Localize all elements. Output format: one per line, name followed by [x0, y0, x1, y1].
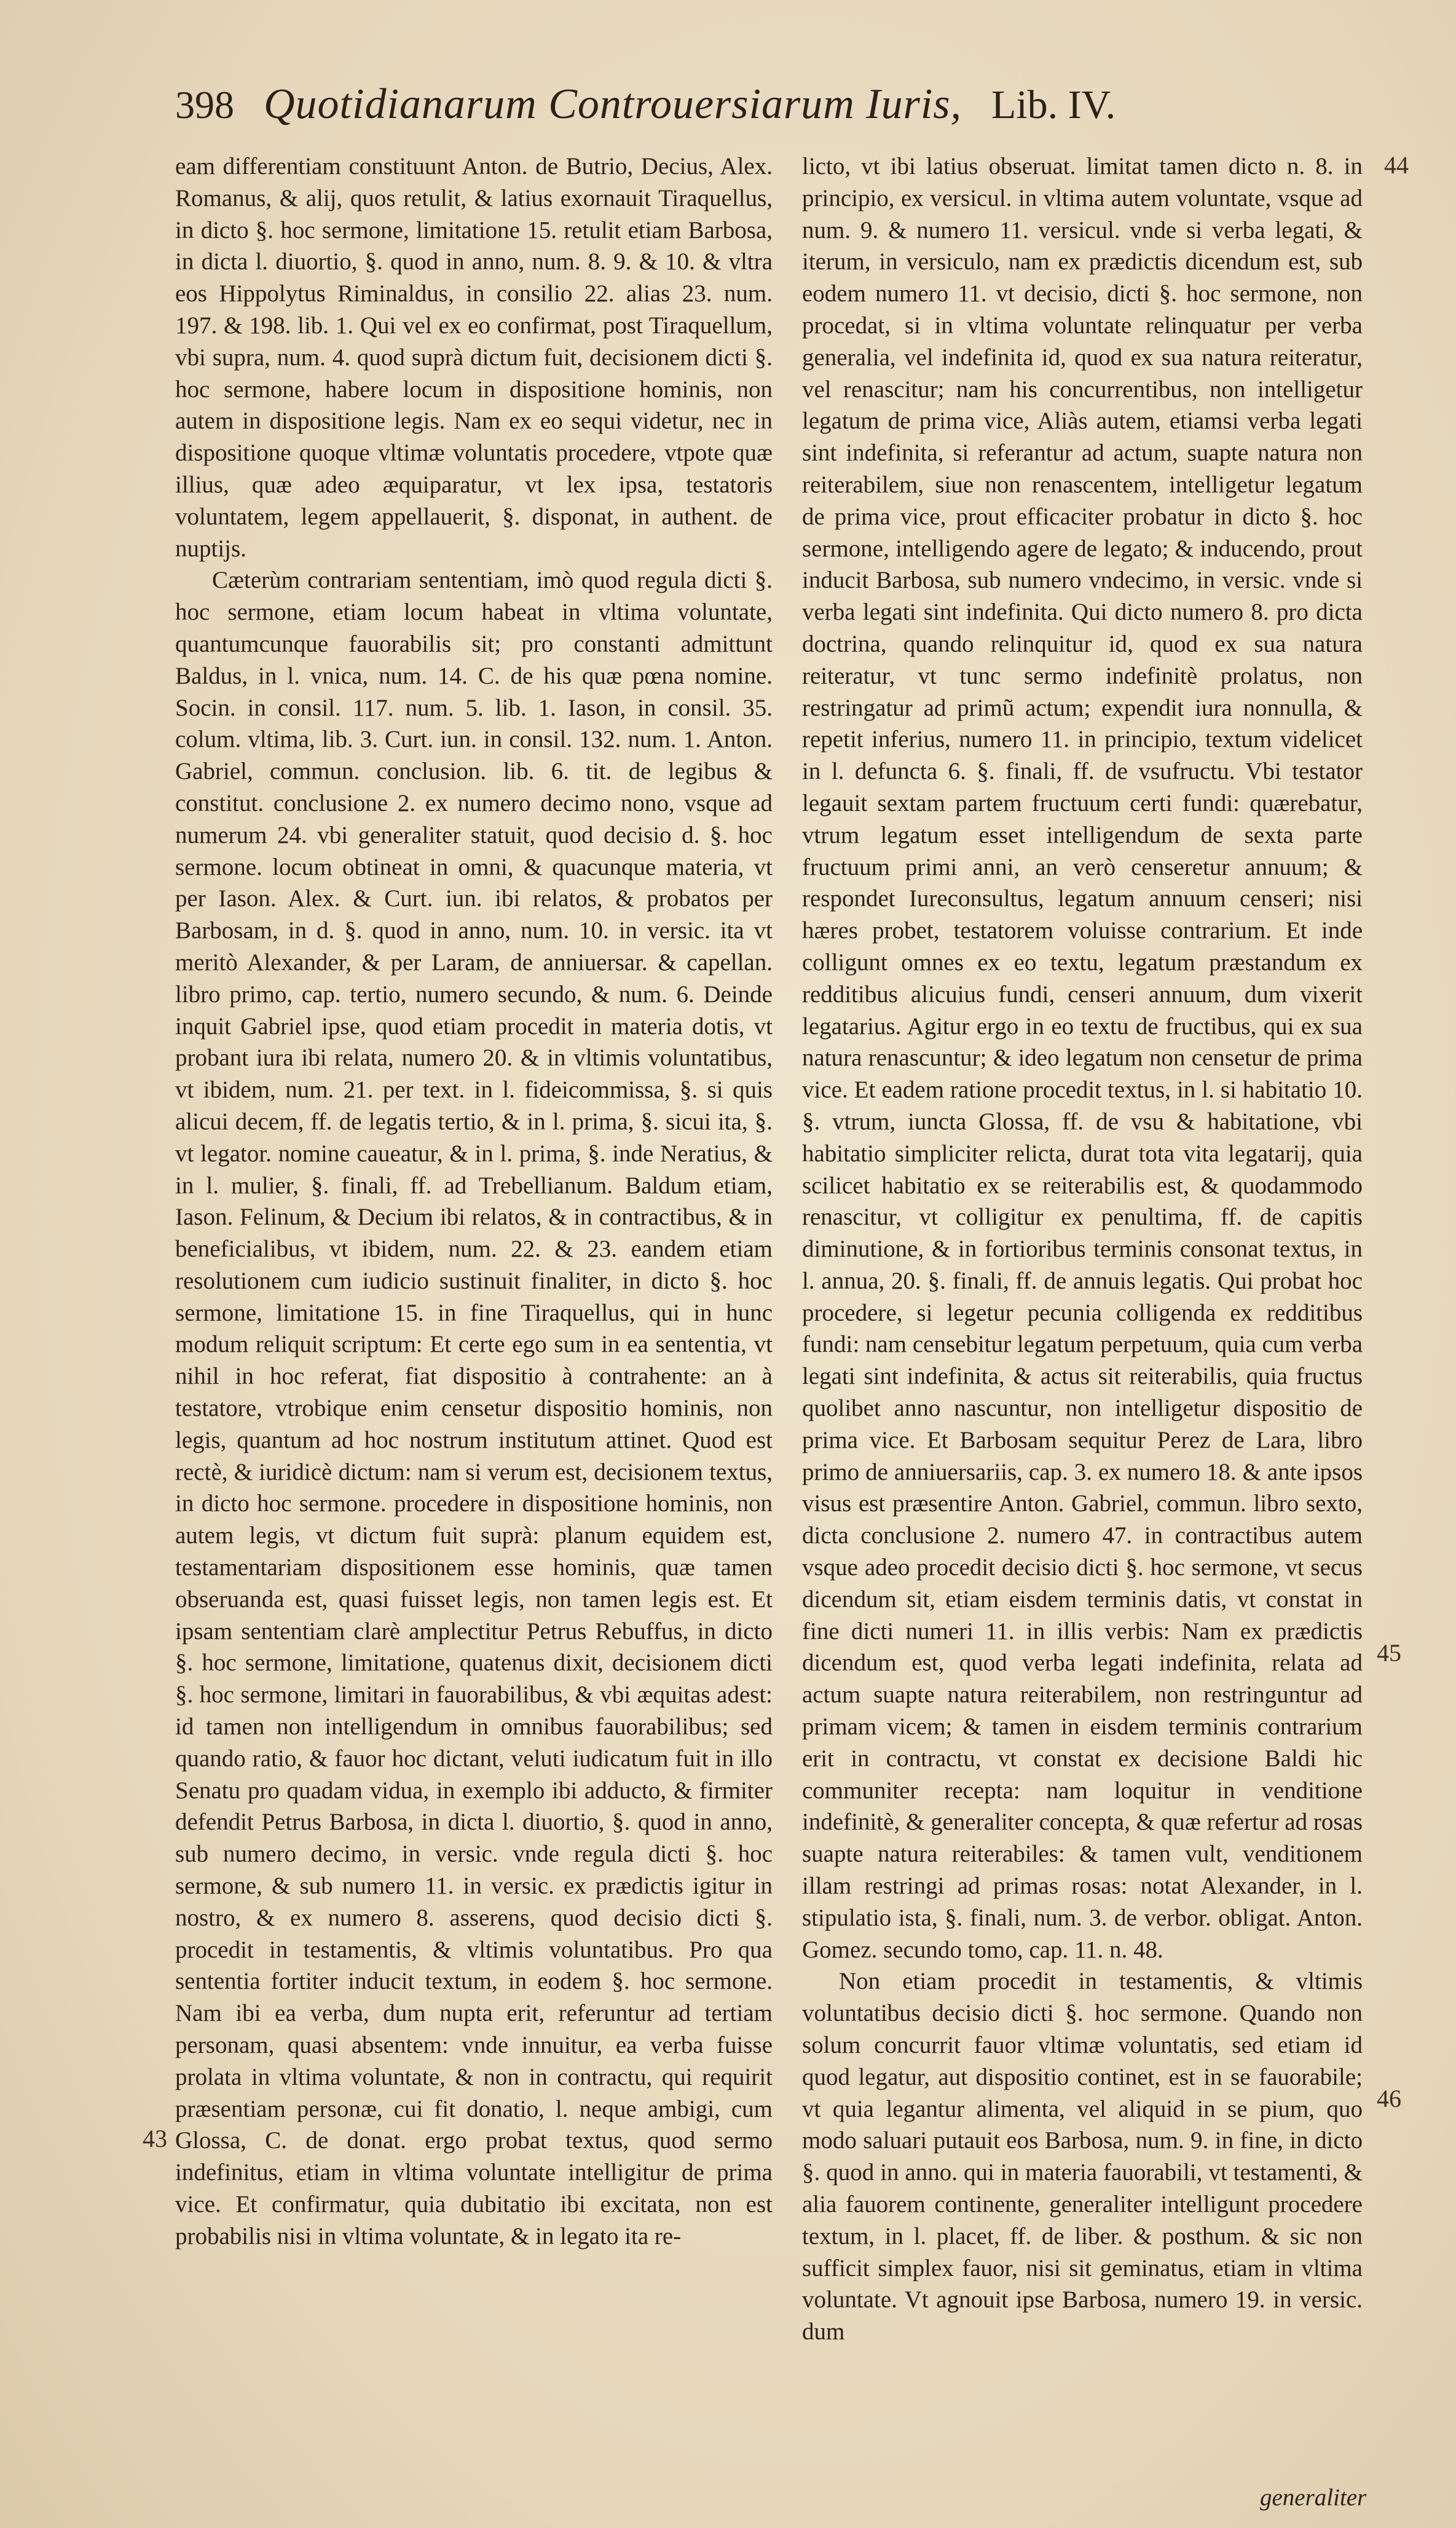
page-number: 398 [175, 83, 234, 127]
running-title: Quotidianarum Controuersiarum Iuris, [264, 81, 962, 128]
margin-number-44: 44 [1384, 151, 1409, 179]
right-column [802, 151, 1363, 2511]
running-header [175, 80, 1355, 138]
catchword: generaliter [1260, 2484, 1367, 2511]
left-paragraph-2: Cæterùm contrariam sententiam, imò quod regula dicti §. hoc sermone, etiam locum habeat in vltima voluntate, quantumcunque fauorabilis sit; pro constanti admittunt Baldus, in l. vnica, num. 14. C. de his quæ pœna nomine. Socin. in consil. 117. num. 5. lib. 1. Iason, in consil. 35. colum. vltima, lib. 3. Curt. iun. in consil. 132. num. 1. Anton. Gabriel, commun. conclusion. lib. 6. tit. de legibus & constitut. conclusione 2. ex numero decimo nono, vsque ad numerum 24. vbi generaliter statuit, quod decisio d. §. hoc sermone. locum obtineat in omni, & quacunque materia, vt per Iason. Alex. & Curt. iun. ibi relatos, & probatos per Barbosam, in d. §. quod in anno, num. 10. in versic. ita vt meritò Alexander, & per Laram, de anniuersar. & capellan. libro primo, cap. tertio, numero secundo, & num. 6. Deinde inquit Gabriel ipse, quod etiam procedit in materia dotis, vt probant iura ibi relata, numero 20. & in vltimis voluntatibus, vt ibidem, num. 21. per text. in l. fideicommissa, §. si quis alicui decem, ff. de legatis tertio, & in l. prima, §. sicui ita, §. vt legator. nomine caueatur, & in l. prima, §. inde Neratius, & in l. mulier, §. finali, ff. ad Trebellianum. Baldum etiam, Iason. Felinum, & Decium ibi relatos, & in contractibus, & in beneficialibus, vt ibidem, num. 22. & 23. eandem etiam resolutionem cum iudicio sustinuit finaliter, in dicto §. hoc sermone, limitatione 15. in fine Tiraquellus, qui in hunc modum reliquit scriptum: Et certe ego sum in ea sententia, vt nihil in hoc referat, fiat dispositio à contrahente: an à testatore, vtrobique enim censetur dispositio hominis, non legis, quantum ad hoc nostrum institutum attinet. Quod est rectè, & iuridicè dictum: nam si verum est, decisionem textus, in dicto hoc sermone. procedere in dispositione hominis, non autem legis, vt dictum fuit suprà: planum equidem est, testamentariam dispositionem esse hominis, quæ tamen obseruanda est, quasi fuisset legis, non tamen legis est. Et ipsam sententiam clarè amplectitur Petrus Rebuffus, in dicto §. hoc sermone, limitatione, quatenus dixit, decisionem dicti §. hoc sermone, limitari in fauorabilibus, & vbi æquitas adest: id tamen non intelligendum in omnibus fauorabilibus; sed quando ratio, & fauor hoc dictant, veluti iudicatum fuit in illo Senatu pro quadam vidua, in exemplo ibi adducto, & firmiter defendit Petrus Barbosa, in dicta l. diuortio, §. quod in anno, sub numero decimo, in versic. vnde regula dicti §. hoc sermone, & sub numero 11. in versic. ex prædictis igitur in nostro, & ex numero 8. asserens, quod decisio dicti §. procedit in testamentis, & vltimis voluntatibus. Pro qua sententia fortiter inducit textum, in eodem §. hoc sermone. Nam ibi ea verba, dum nupta erit, referuntur ad tertiam personam, quasi absentem: vnde innuitur, ea verba fuisse prolata in vltima voluntate, & non in contractu, qui requirit præsentiam personæ, cui fit donatio, l. neque ambigi, cum Glossa, C. de donat. ergo probat textus, quod sermo indefinitus, etiam in vltima voluntate intelligitur de prima vice. Et confirmatur, quia dubitatio ibi excitata, non est probabilis nisi in vltima voluntate, & in legato ita re- [175, 567, 773, 2250]
left-paragraph-1: eam differentiam constituunt Anton. de Butrio, Decius, Alex. Romanus, & alij, quos retulit, & latius exornauit Tiraquellus, in dicto §. hoc sermone, limitatione 15. retulit etiam Barbosa, in dicta l. diuortio, §. quod in anno, num. 8. 9. & 10. & vltra eos Hippolytus Riminaldus, in consilio 22. alias 23. num. 197. & 198. lib. 1. Qui vel ex eo confirmat, post Tiraquellum, vbi supra, num. 4. quod suprà dictum fuit, decisionem dicti §. hoc sermone, habere locum in dispositione hominis, non autem in dispositione legis. Nam ex eo sequi videtur, nec in dispositione quoque vltimæ voluntatis procedere, vtpote quæ illius, quæ adeo æquiparatur, vt lex ipsa, testatoris voluntatem, legem appellauerit, §. disponat, in authent. de nuptijs. [175, 153, 773, 562]
margin-number-45: 45 [1377, 1639, 1401, 1667]
left-column [175, 151, 773, 2511]
margin-number-46: 46 [1377, 2085, 1401, 2112]
margin-number-43: 43 [143, 2125, 167, 2152]
right-paragraph-1: licto, vt ibi latius obseruat. limitat tamen dicto n. 8. in principio, ex versicul. in vltima autem voluntate, vsque ad num. 9. & numero 11. versicul. vnde si verba legati, & iterum, in versiculo, nam ex prædictis dicendum est, sub eodem numero 11. vt decisio, dicti §. hoc sermone, non procedat, si in vltima voluntate relinquatur per verba generalia, vel indefinita id, quod ex sua natura reiteratur, vel renascitur; nam his concurrentibus, non intelligetur legatum de prima vice, Aliàs autem, etiamsi verba legati sint indefinita, si referantur ad actum, suapte natura non reiterabilem, siue non renascentem, intelligetur legatum de prima vice, prout efficaciter probatur in dicto §. hoc sermone, intelligendo agere de legato; & inducendo, prout inducit Barbosa, sub numero vndecimo, in versic. vnde si verba legati sint indefinita. Qui dicto numero 8. pro dicta doctrina, quando relinquitur id, quod ex sua natura reiteratur, vt tunc sermo indefinitè prolatus, non restringatur ad primũ actum; expendit iura nonnulla, & repetit inferius, numero 11. in principio, textum videlicet in l. defuncta 6. §. finali, ff. de vsufructu. Vbi testator legauit sextam partem fructuum certi fundi: quærebatur, vtrum legatum esset intelligendum de sexta parte fructuum primi anni, an verò censeretur annuum; & respondet Iureconsultus, legatum annuum censeri; nisi hæres probet, testatorem voluisse contrarium. Et inde colligunt omnes ex eo textu, legatum præstandum ex redditibus alicuius fundi, censeri annuum, dum vixerit legatarius. Agitur ergo in eo textu de fructibus, qui ex sua natura renascuntur; & ideo legatum non censetur de prima vice. Et eadem ratione procedit textus, in l. si habitatio 10. §. vtrum, iuncta Glossa, ff. de vsu & habitatione, vbi habitatio simpliciter relicta, durat tota vita legatarij, quia scilicet habitatio ex se reiterabilis est, & quodammodo renascitur, vt colligitur ex penultima, ff. de capitis diminutione, & in fortioribus terminis consonat textus, in l. annua, 20. §. finali, ff. de annuis legatis. Qui probat hoc procedere, si legetur pecunia colligenda ex redditibus fundi: nam censebitur legatum perpetuum, quia cum verba legati sint indefinita, & actus sit reiterabilis, quia fructus quolibet anno nascuntur, non intelligetur dispositio de prima vice. Et Barbosam sequitur Perez de Lara, libro primo de anniuersariis, cap. 3. ex numero 18. & ante ipsos visus est præsentire Anton. Gabriel, commun. libro sexto, dicta conclusione 2. numero 47. in contractibus autem vsque adeo procedit decisio dicti §. hoc sermone, vt secus dicendum sit, etiam eisdem terminis datis, vt constat in fine dicti numeri 11. in illis verbis: Nam ex prædictis dicendum est, quod verba legati indefinita, relata ad actum suapte natura reiterabilem, non restringuntur ad primam vicem; & tamen in eisdem terminis contrarium erit in contractu, vt constat ex decisione Baldi hic communiter recepta: nam loquitur in venditione indefinitè, & generaliter concepta, & quæ refertur ad rosas suapte natura reiterabiles: & tamen vult, venditionem illam restringi ad primas rosas: notat Alexander, in l. stipulatio ista, §. finali, num. 3. de verbor. obligat. Anton. Gomez. secundo tomo, cap. 11. n. 48. [802, 153, 1363, 1963]
right-paragraph-2: Non etiam procedit in testamentis, & vltimis voluntatibus decisio dicti §. hoc sermone. Quando non solum concurrit fauor vltimæ voluntatis, sed etiam id quod legatur, aut dispositio continet, est in se fauorabile; vt quia legantur alimenta, vel aliquid in se pium, quo modo saluari putauit eos Barbosa, num. 9. in fine, in dicto §. quod in anno. qui in materia fauorabili, vt testamenti, & alia fauorem continente, generaliter intelligunt procedere textum, in l. placet, ff. de liber. & posthum. & sic non sufficit simplex fauor, nisi sit geminatus, etiam in vltima voluntate. Vt agnouit ipse Barbosa, numero 19. in versic. dum [802, 1968, 1363, 2345]
book-label: Lib. IV. [991, 82, 1116, 127]
